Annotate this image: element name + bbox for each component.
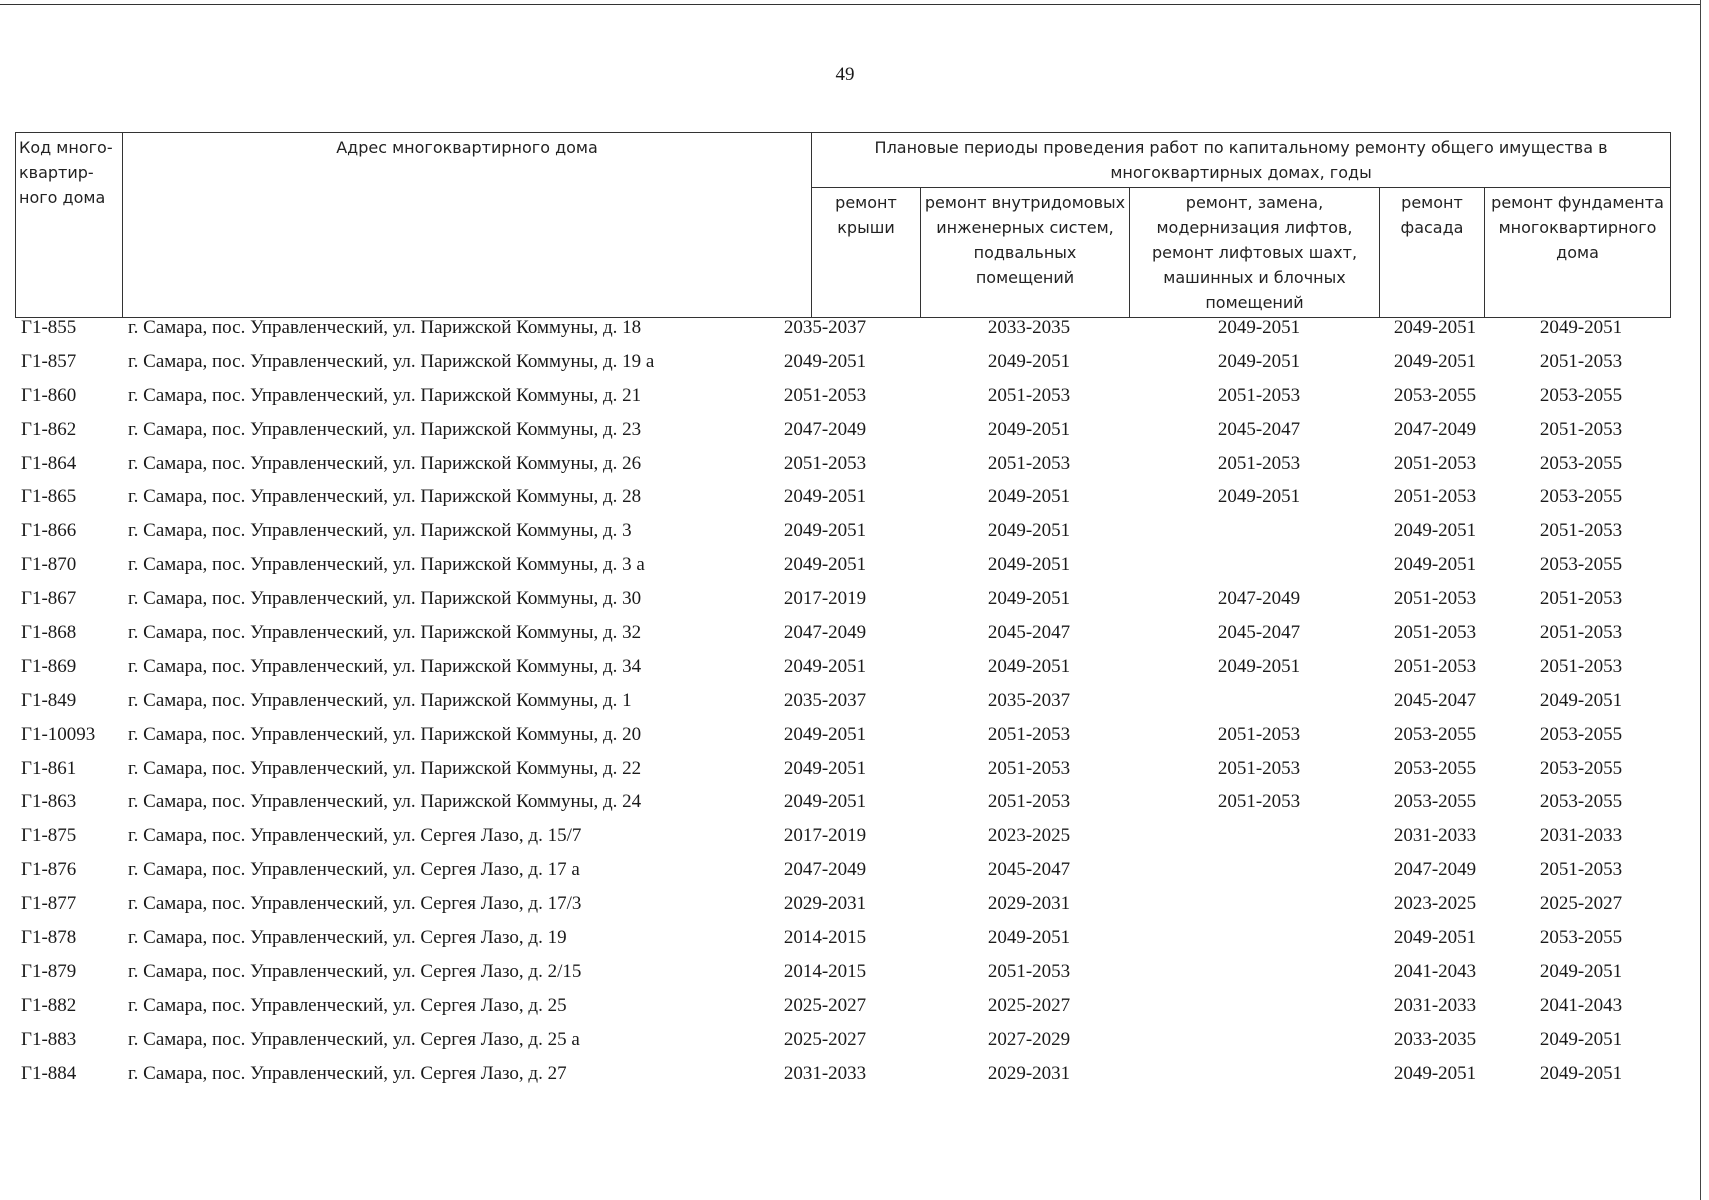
table-row <box>15 957 1670 991</box>
cell-foundation: 2053-2055 <box>1539 791 1623 813</box>
cell-engineering: 2049-2051 <box>987 588 1071 610</box>
cell-roof: 2051-2053 <box>783 384 867 406</box>
cell-facade: 2051-2053 <box>1393 486 1477 508</box>
cell-facade: 2047-2049 <box>1393 418 1477 440</box>
cell-engineering: 2045-2047 <box>987 859 1071 881</box>
table-row <box>15 787 1670 821</box>
cell-code: Г1-877 <box>21 893 77 915</box>
cell-foundation: 2053-2055 <box>1539 757 1623 779</box>
cell-foundation: 2051-2053 <box>1539 520 1623 542</box>
cell-facade: 2051-2053 <box>1393 452 1477 474</box>
cell-code: Г1-864 <box>21 452 77 474</box>
cell-roof: 2049-2051 <box>783 723 867 745</box>
cell-roof: 2049-2051 <box>783 655 867 677</box>
table-body <box>15 313 1670 1092</box>
cell-address: г. Самара, пос. Управленческий, ул. Парижской Коммуны, д. 3 <box>128 520 632 542</box>
cell-roof: 2049-2051 <box>783 554 867 576</box>
cell-code: Г1-860 <box>21 384 77 406</box>
cell-code: Г1-861 <box>21 757 77 779</box>
header-engineering: ремонт внутридомовых инженерных систем, подвальных помещений <box>921 188 1130 318</box>
cell-foundation: 2049-2051 <box>1539 689 1623 711</box>
cell-facade: 2053-2055 <box>1393 723 1477 745</box>
cell-engineering: 2049-2051 <box>987 418 1071 440</box>
cell-roof: 2025-2027 <box>783 994 867 1016</box>
cell-facade: 2033-2035 <box>1393 1028 1477 1050</box>
cell-address: г. Самара, пос. Управленческий, ул. Парижской Коммуны, д. 1 <box>128 689 632 711</box>
cell-lifts: 2047-2049 <box>1217 588 1301 610</box>
table-row <box>15 889 1670 923</box>
table-row <box>15 313 1670 347</box>
cell-roof: 2017-2019 <box>783 588 867 610</box>
cell-lifts: 2051-2053 <box>1217 723 1301 745</box>
table-row <box>15 415 1670 449</box>
cell-lifts: 2049-2051 <box>1217 350 1301 372</box>
cell-foundation: 2049-2051 <box>1539 317 1623 338</box>
cell-foundation: 2053-2055 <box>1539 723 1623 745</box>
cell-code: Г1-882 <box>21 994 77 1016</box>
cell-code: Г1-865 <box>21 486 77 508</box>
header-roof: ремонт крыши <box>812 188 921 318</box>
cell-foundation: 2049-2051 <box>1539 960 1623 982</box>
table-row <box>15 991 1670 1025</box>
cell-lifts: 2051-2053 <box>1217 791 1301 813</box>
cell-code: Г1-879 <box>21 960 77 982</box>
cell-engineering: 2051-2053 <box>987 452 1071 474</box>
cell-engineering: 2049-2051 <box>987 554 1071 576</box>
cell-engineering: 2033-2035 <box>987 317 1071 338</box>
table-row <box>15 381 1670 415</box>
table-row <box>15 720 1670 754</box>
cell-facade: 2053-2055 <box>1393 384 1477 406</box>
cell-code: Г1-849 <box>21 689 77 711</box>
cell-roof: 2029-2031 <box>783 893 867 915</box>
cell-foundation: 2025-2027 <box>1539 893 1623 915</box>
table-row <box>15 584 1670 618</box>
cell-foundation: 2053-2055 <box>1539 927 1623 949</box>
cell-code: Г1-866 <box>21 520 77 542</box>
cell-address: г. Самара, пос. Управленческий, ул. Сергея Лазо, д. 17/3 <box>128 893 582 915</box>
cell-facade: 2047-2049 <box>1393 859 1477 881</box>
cell-address: г. Самара, пос. Управленческий, ул. Парижской Коммуны, д. 21 <box>128 384 642 406</box>
cell-roof: 2014-2015 <box>783 960 867 982</box>
cell-address: г. Самара, пос. Управленческий, ул. Парижской Коммуны, д. 26 <box>128 452 642 474</box>
cell-roof: 2049-2051 <box>783 757 867 779</box>
header-facade: ремонт фасада <box>1380 188 1485 318</box>
cell-code: Г1-884 <box>21 1062 77 1084</box>
cell-foundation: 2051-2053 <box>1539 622 1623 644</box>
cell-foundation: 2041-2043 <box>1539 994 1623 1016</box>
cell-engineering: 2035-2037 <box>987 689 1071 711</box>
cell-address: г. Самара, пос. Управленческий, ул. Парижской Коммуны, д. 24 <box>128 791 642 813</box>
cell-facade: 2051-2053 <box>1393 655 1477 677</box>
cell-engineering: 2049-2051 <box>987 927 1071 949</box>
cell-roof: 2049-2051 <box>783 486 867 508</box>
cell-roof: 2035-2037 <box>783 317 867 338</box>
cell-address: г. Самара, пос. Управленческий, ул. Сергея Лазо, д. 19 <box>128 927 567 949</box>
table-row <box>15 1025 1670 1059</box>
right-rule <box>1700 0 1701 1200</box>
cell-facade: 2049-2051 <box>1393 350 1477 372</box>
table-row <box>15 618 1670 652</box>
cell-code: Г1-875 <box>21 825 77 847</box>
cell-facade: 2049-2051 <box>1393 1062 1477 1084</box>
cell-roof: 2049-2051 <box>783 350 867 372</box>
cell-engineering: 2049-2051 <box>987 520 1071 542</box>
cell-roof: 2031-2033 <box>783 1062 867 1084</box>
cell-lifts: 2049-2051 <box>1217 486 1301 508</box>
cell-facade: 2053-2055 <box>1393 791 1477 813</box>
cell-code: Г1-862 <box>21 418 77 440</box>
cell-engineering: 2049-2051 <box>987 486 1071 508</box>
cell-foundation: 2051-2053 <box>1539 418 1623 440</box>
cell-engineering: 2023-2025 <box>987 825 1071 847</box>
cell-foundation: 2053-2055 <box>1539 452 1623 474</box>
cell-address: г. Самара, пос. Управленческий, ул. Парижской Коммуны, д. 3 а <box>128 554 645 576</box>
page-number: 49 <box>835 64 855 85</box>
cell-code: Г1-878 <box>21 927 77 949</box>
cell-code: Г1-10093 <box>21 723 96 745</box>
cell-code: Г1-867 <box>21 588 77 610</box>
table-row <box>15 686 1670 720</box>
cell-lifts: 2045-2047 <box>1217 418 1301 440</box>
cell-code: Г1-876 <box>21 859 77 881</box>
cell-code: Г1-857 <box>21 350 77 372</box>
top-rule <box>0 4 1700 5</box>
header-foundation: ремонт фундамента многоквартирного дома <box>1485 188 1671 318</box>
cell-engineering: 2051-2053 <box>987 384 1071 406</box>
cell-code: Г1-883 <box>21 1028 77 1050</box>
table-row <box>15 1059 1670 1093</box>
cell-lifts: 2051-2053 <box>1217 384 1301 406</box>
cell-roof: 2051-2053 <box>783 452 867 474</box>
table-row <box>15 754 1670 788</box>
cell-engineering: 2027-2029 <box>987 1028 1071 1050</box>
cell-foundation: 2051-2053 <box>1539 859 1623 881</box>
table-row <box>15 855 1670 889</box>
cell-foundation: 2053-2055 <box>1539 554 1623 576</box>
table-header <box>15 132 1671 318</box>
cell-address: г. Самара, пос. Управленческий, ул. Сергея Лазо, д. 2/15 <box>128 960 582 982</box>
cell-address: г. Самара, пос. Управленческий, ул. Парижской Коммуны, д. 28 <box>128 486 642 508</box>
cell-roof: 2025-2027 <box>783 1028 867 1050</box>
cell-facade: 2051-2053 <box>1393 588 1477 610</box>
cell-roof: 2049-2051 <box>783 520 867 542</box>
cell-foundation: 2051-2053 <box>1539 588 1623 610</box>
cell-facade: 2049-2051 <box>1393 554 1477 576</box>
cell-engineering: 2051-2053 <box>987 757 1071 779</box>
header-lifts: ремонт, замена, модернизация лифтов, ремонт лифтовых шахт, машинных и блочных помещений <box>1130 188 1380 318</box>
table-row <box>15 516 1670 550</box>
cell-facade: 2053-2055 <box>1393 757 1477 779</box>
table-row <box>15 923 1670 957</box>
cell-facade: 2045-2047 <box>1393 689 1477 711</box>
cell-address: г. Самара, пос. Управленческий, ул. Парижской Коммуны, д. 30 <box>128 588 642 610</box>
cell-lifts: 2049-2051 <box>1217 317 1301 338</box>
cell-code: Г1-869 <box>21 655 77 677</box>
cell-foundation: 2051-2053 <box>1539 655 1623 677</box>
cell-roof: 2014-2015 <box>783 927 867 949</box>
cell-code: Г1-855 <box>21 317 77 338</box>
table-row <box>15 652 1670 686</box>
cell-foundation: 2049-2051 <box>1539 1062 1623 1084</box>
cell-facade: 2051-2053 <box>1393 622 1477 644</box>
cell-engineering: 2051-2053 <box>987 723 1071 745</box>
table-row <box>15 821 1670 855</box>
table-row <box>15 449 1670 483</box>
table-row <box>15 550 1670 584</box>
cell-address: г. Самара, пос. Управленческий, ул. Парижской Коммуны, д. 34 <box>128 655 642 677</box>
cell-engineering: 2025-2027 <box>987 994 1071 1016</box>
cell-facade: 2049-2051 <box>1393 520 1477 542</box>
cell-address: г. Самара, пос. Управленческий, ул. Сергея Лазо, д. 17 а <box>128 859 580 881</box>
cell-engineering: 2029-2031 <box>987 1062 1071 1084</box>
cell-facade: 2031-2033 <box>1393 825 1477 847</box>
table-row <box>15 482 1670 516</box>
cell-facade: 2049-2051 <box>1393 317 1477 338</box>
cell-roof: 2047-2049 <box>783 859 867 881</box>
cell-foundation: 2051-2053 <box>1539 350 1623 372</box>
cell-engineering: 2051-2053 <box>987 960 1071 982</box>
cell-facade: 2023-2025 <box>1393 893 1477 915</box>
cell-engineering: 2049-2051 <box>987 655 1071 677</box>
cell-engineering: 2051-2053 <box>987 791 1071 813</box>
cell-engineering: 2049-2051 <box>987 350 1071 372</box>
cell-roof: 2035-2037 <box>783 689 867 711</box>
cell-facade: 2049-2051 <box>1393 927 1477 949</box>
cell-address: г. Самара, пос. Управленческий, ул. Сергея Лазо, д. 27 <box>128 1062 567 1084</box>
cell-engineering: 2029-2031 <box>987 893 1071 915</box>
cell-code: Г1-863 <box>21 791 77 813</box>
header-address: Адрес многоквартирного дома <box>123 133 812 318</box>
cell-code: Г1-870 <box>21 554 77 576</box>
cell-address: г. Самара, пос. Управленческий, ул. Парижской Коммуны, д. 19 а <box>128 350 655 372</box>
cell-address: г. Самара, пос. Управленческий, ул. Сергея Лазо, д. 25 <box>128 994 567 1016</box>
cell-lifts: 2051-2053 <box>1217 452 1301 474</box>
cell-foundation: 2053-2055 <box>1539 384 1623 406</box>
cell-address: г. Самара, пос. Управленческий, ул. Парижской Коммуны, д. 18 <box>128 317 642 338</box>
cell-roof: 2047-2049 <box>783 622 867 644</box>
header-periods: Плановые периоды проведения работ по капитальному ремонту общего имущества в многоквартирных домах, годы <box>812 133 1671 188</box>
cell-lifts: 2051-2053 <box>1217 757 1301 779</box>
cell-address: г. Самара, пос. Управленческий, ул. Сергея Лазо, д. 25 а <box>128 1028 580 1050</box>
cell-facade: 2031-2033 <box>1393 994 1477 1016</box>
cell-facade: 2041-2043 <box>1393 960 1477 982</box>
cell-roof: 2049-2051 <box>783 791 867 813</box>
cell-roof: 2047-2049 <box>783 418 867 440</box>
cell-roof: 2017-2019 <box>783 825 867 847</box>
cell-engineering: 2045-2047 <box>987 622 1071 644</box>
table-row <box>15 347 1670 381</box>
cell-address: г. Самара, пос. Управленческий, ул. Сергея Лазо, д. 15/7 <box>128 825 582 847</box>
cell-address: г. Самара, пос. Управленческий, ул. Парижской Коммуны, д. 32 <box>128 622 642 644</box>
cell-address: г. Самара, пос. Управленческий, ул. Парижской Коммуны, д. 20 <box>128 723 642 745</box>
cell-lifts: 2049-2051 <box>1217 655 1301 677</box>
header-code: Код много-квартир-ного дома <box>16 133 123 318</box>
cell-foundation: 2031-2033 <box>1539 825 1623 847</box>
cell-foundation: 2053-2055 <box>1539 486 1623 508</box>
cell-code: Г1-868 <box>21 622 77 644</box>
cell-foundation: 2049-2051 <box>1539 1028 1623 1050</box>
cell-lifts: 2045-2047 <box>1217 622 1301 644</box>
cell-address: г. Самара, пос. Управленческий, ул. Парижской Коммуны, д. 23 <box>128 418 642 440</box>
cell-address: г. Самара, пос. Управленческий, ул. Парижской Коммуны, д. 22 <box>128 757 642 779</box>
